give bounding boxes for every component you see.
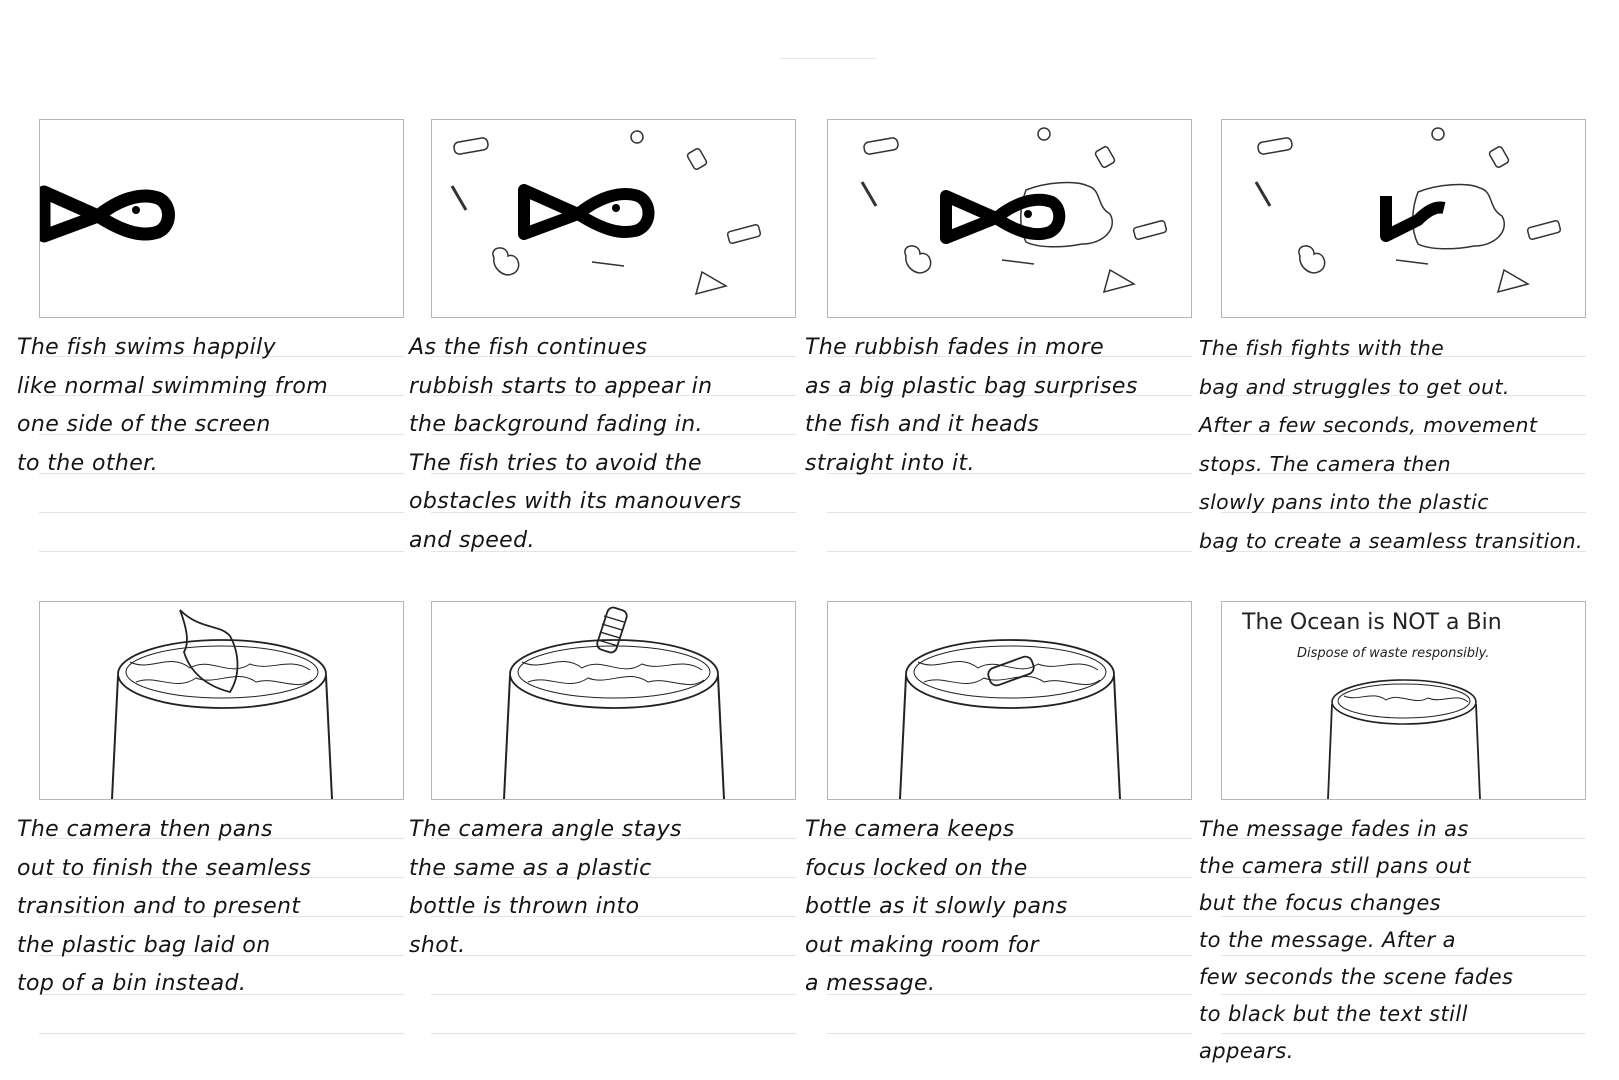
panel-3-frame [827, 119, 1192, 318]
panel-8-caption: The message fades in as the camera still pans out but the focus changes to the message. After a few seconds the scene fades to black but the text still appears. [1199, 817, 1514, 1063]
panel-2-frame [431, 119, 796, 318]
small-bin-sketch [1222, 602, 1585, 799]
fish-and-rubbish-sketch [432, 120, 795, 317]
fish-sketch [40, 120, 403, 317]
panel-2-caption: As the fish continues rubbish starts to appear in the background fading in. The fish tries to avoid the obstacles with its manouvers and speed. [409, 335, 742, 553]
panel-7-caption: The camera keeps focus locked on the bottle as it slowly pans out making room for a message. [805, 817, 1068, 997]
bottle-thrown-sketch [432, 602, 795, 799]
bottle-in-bin-sketch [828, 602, 1191, 799]
panel-3-caption: The rubbish fades in more as a big plastic bag surprises the fish and it heads straight into it. [805, 335, 1138, 476]
bag-on-bin-sketch [40, 602, 403, 799]
panel-4-caption: The fish fights with the bag and struggles to get out. After a few seconds, movement stops. The camera then slowly pans into the plastic bag to create a seamless transition. [1199, 336, 1583, 553]
panel-4-frame [1221, 119, 1586, 318]
panel-6-frame [431, 601, 796, 800]
page-top-rule [780, 58, 876, 59]
panel-5-caption: The camera then pans out to finish the seamless transition and to present the plastic bag laid on top of a bin instead. [17, 817, 312, 997]
fish-and-bag-sketch [828, 120, 1191, 317]
frame-message-title: The Ocean is NOT a Bin [1242, 610, 1502, 635]
panel-5-frame [39, 601, 404, 800]
fish-struggling-in-bag-sketch [1222, 120, 1585, 317]
frame-message-subtitle: Dispose of waste responsibly. [1297, 646, 1490, 661]
panel-8-frame [1221, 601, 1586, 800]
panel-1-frame [39, 119, 404, 318]
panel-1-caption: The fish swims happily like normal swimming from one side of the screen to the other. [17, 335, 329, 476]
panel-6-caption: The camera angle stays the same as a plastic bottle is thrown into shot. [409, 817, 682, 958]
panel-7-frame [827, 601, 1192, 800]
